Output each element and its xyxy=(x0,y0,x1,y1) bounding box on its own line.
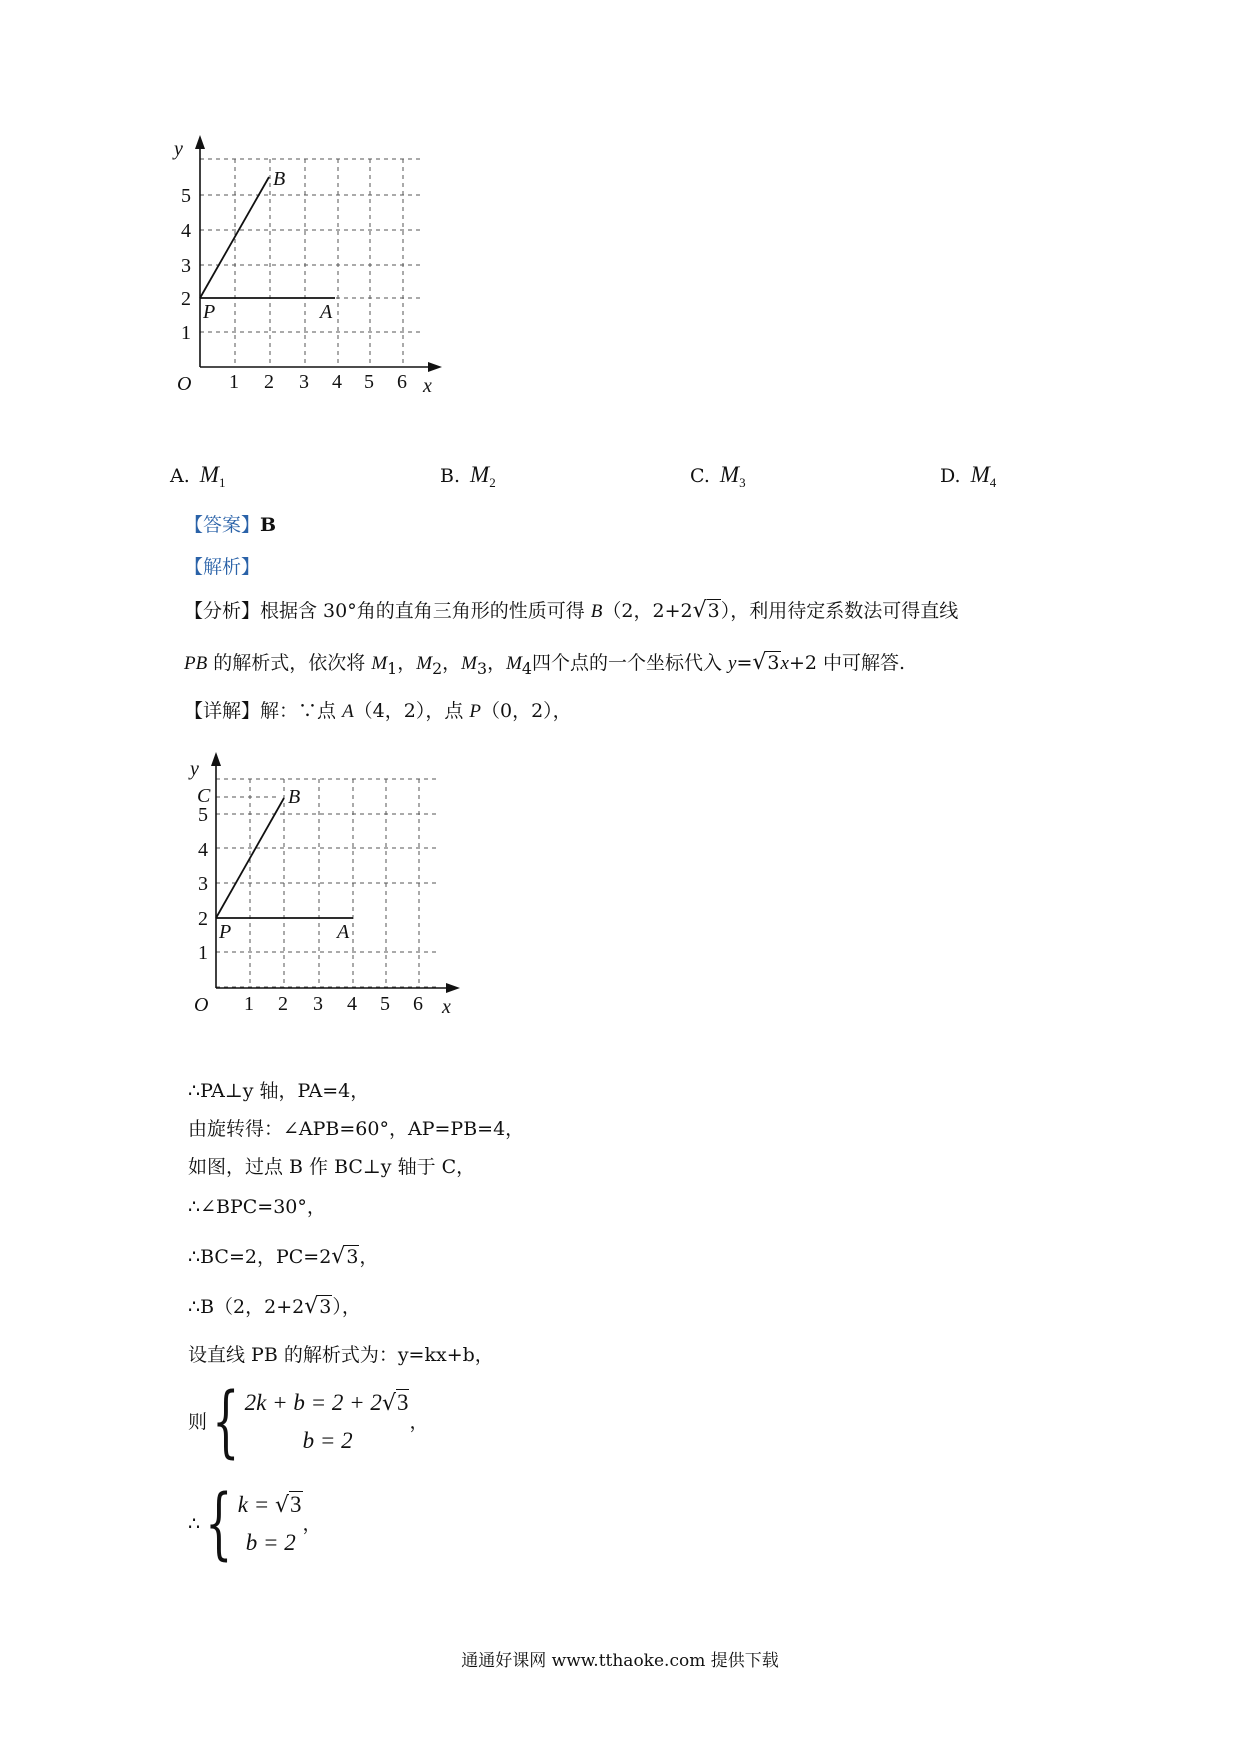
step-3: 如图，过点 B 作 BC⊥y 轴于 C， xyxy=(188,1156,476,1178)
figure-1-svg xyxy=(170,135,460,435)
y-tick: 4 xyxy=(198,839,208,861)
figure-2-axes xyxy=(216,758,452,988)
sqrt-symbol: √3 xyxy=(692,598,720,623)
step-7: 设直线 PB 的解析式为：y=kx+b， xyxy=(188,1344,494,1366)
analysis-text: +2 中可解答. xyxy=(788,652,906,674)
equations xyxy=(238,1486,303,1561)
x-tick: 2 xyxy=(278,993,288,1015)
x-tick: 3 xyxy=(313,993,323,1015)
y-axis-arrow-icon xyxy=(211,752,221,766)
analysis-tag: 【分析】 xyxy=(184,600,261,622)
sqrt-radicand: 3 xyxy=(290,1492,302,1517)
x-tick: 5 xyxy=(380,993,390,1015)
detail-text: （0，2）， xyxy=(481,700,572,722)
step-6 xyxy=(188,1294,361,1320)
analysis-line-2: PB 的解析式，依次将 $M_1$，$M_2$，$M_3$，$M_4$四个点的一个坐标代入 y=√3x+2 中可解答. xyxy=(184,650,906,678)
option-subscript: 4 xyxy=(989,475,997,490)
equation-text: b = 2 xyxy=(245,1530,296,1555)
sqrt-radicand: 3 xyxy=(767,652,780,674)
x-tick: 1 xyxy=(244,993,254,1015)
y-axis-arrow-icon xyxy=(195,135,205,149)
figure-2-svg xyxy=(190,752,470,1032)
y-tick: 5 xyxy=(181,185,191,207)
equations xyxy=(245,1384,410,1459)
y-tick: 1 xyxy=(181,322,191,344)
sqrt-symbol: √3 xyxy=(752,650,780,675)
equation-text: 2k + b = 2 + 2 xyxy=(244,1390,382,1415)
figure-2-grid xyxy=(216,779,440,988)
option-subscript: 3 xyxy=(739,475,746,490)
point-a-label: A xyxy=(320,301,333,323)
option-letter: B. xyxy=(440,465,461,487)
analysis-text: 的解析式，依次将 xyxy=(207,652,372,674)
sqrt-radicand: 3 xyxy=(396,1390,409,1415)
y-tick: 2 xyxy=(181,288,191,310)
y-tick: 2 xyxy=(198,908,208,930)
x-tick: 3 xyxy=(299,371,309,393)
option-c[interactable] xyxy=(690,462,746,491)
page-footer: 通通好课网 www.tthaoke.com 提供下载 xyxy=(461,1651,779,1671)
x-axis-arrow-icon xyxy=(428,362,442,372)
jiexi-line xyxy=(184,554,260,580)
step-text: 则 xyxy=(188,1410,208,1433)
detail-text: 解：∵点 xyxy=(260,700,343,722)
sqrt-symbol: √3 xyxy=(304,1294,332,1319)
sqrt-symbol: √3 xyxy=(381,1390,409,1416)
step-text: ， xyxy=(302,1512,322,1535)
y-var: y xyxy=(728,653,737,674)
y-tick: 5 xyxy=(198,804,208,826)
point-p-label: P xyxy=(203,301,216,323)
equation-1 xyxy=(245,1384,410,1422)
option-d[interactable] xyxy=(940,462,996,491)
x-tick: 5 xyxy=(364,371,374,393)
y-tick: 4 xyxy=(181,220,191,242)
y-tick: 3 xyxy=(198,873,208,895)
analysis-text: = xyxy=(736,652,753,674)
left-brace-icon: { xyxy=(205,1478,233,1569)
analysis-text: （2，2+2 xyxy=(602,600,693,622)
sqrt-radicand: 3 xyxy=(319,1296,332,1318)
step-5 xyxy=(188,1244,378,1270)
option-symbol: M xyxy=(719,462,740,487)
point-b-label: B xyxy=(273,168,286,190)
x-axis-arrow-icon xyxy=(446,983,460,993)
option-symbol: M xyxy=(970,462,990,487)
step-text: ∴BC=2，PC=2 xyxy=(188,1246,332,1268)
detail-tag: 【详解】 xyxy=(184,700,261,722)
point-b-ref: B xyxy=(590,601,603,622)
step-text: ， xyxy=(359,1246,379,1268)
point-b-label: B xyxy=(288,786,301,808)
option-b[interactable] xyxy=(440,462,496,491)
equation-2 xyxy=(238,1524,303,1561)
detail-text: （4，2），点 xyxy=(353,700,470,722)
step-4: ∴∠BPC=30°， xyxy=(188,1196,326,1218)
equation-system-2 xyxy=(188,1478,322,1569)
y-tick: 3 xyxy=(181,255,191,277)
analysis-text: 根据含 30°角的直角三角形的性质可得 xyxy=(260,600,591,622)
answer-value: B xyxy=(260,514,277,536)
equation-2 xyxy=(245,1422,410,1459)
option-letter: C. xyxy=(690,465,710,487)
m-symbol: M xyxy=(371,653,388,674)
figure-1-grid xyxy=(200,159,420,367)
x-tick: 6 xyxy=(397,371,407,393)
x-tick: 1 xyxy=(229,371,239,393)
option-subscript: 2 xyxy=(489,475,496,490)
x-tick: 2 xyxy=(264,371,274,393)
option-letter: D. xyxy=(940,465,961,487)
option-symbol: M xyxy=(470,462,490,487)
sqrt-symbol: √3 xyxy=(331,1244,359,1269)
option-a[interactable] xyxy=(170,462,225,491)
origin-label: O xyxy=(194,994,209,1016)
detail-line xyxy=(184,698,572,725)
figure-1 xyxy=(170,135,460,435)
step-text: ， xyxy=(409,1410,429,1433)
y-axis-label: y xyxy=(190,758,199,780)
point-a-label: A xyxy=(337,921,350,943)
x-tick: 4 xyxy=(347,993,357,1015)
origin-label: O xyxy=(177,373,192,395)
step-1: ∴PA⊥y 轴，PA=4， xyxy=(188,1080,370,1102)
x-var: x xyxy=(780,653,789,674)
step-text: ）， xyxy=(332,1296,361,1318)
y-tick: 1 xyxy=(198,942,208,964)
answer-tag: 【答案】 xyxy=(184,514,261,536)
y-axis-label: y xyxy=(174,138,183,160)
option-subscript: 1 xyxy=(218,475,226,490)
figure-1-axes xyxy=(200,140,435,367)
point-c-label: C xyxy=(197,785,211,807)
equation-text: b = 2 xyxy=(302,1428,353,1453)
analysis-line-1 xyxy=(184,598,958,625)
analysis-text: ），利用待定系数法可得直线 xyxy=(720,600,959,622)
x-axis-label: x xyxy=(423,375,432,397)
equation-system-1 xyxy=(188,1376,429,1467)
step-text: ∴B（2，2+2 xyxy=(188,1296,305,1318)
sqrt-radicand: 3 xyxy=(707,600,720,622)
option-symbol: M xyxy=(199,462,219,487)
left-brace-icon: { xyxy=(212,1376,240,1467)
option-letter: A. xyxy=(170,465,190,487)
x-tick: 4 xyxy=(332,371,342,393)
x-tick: 6 xyxy=(413,993,423,1015)
equation-text: k = xyxy=(237,1492,275,1517)
sqrt-symbol: √3 xyxy=(274,1492,302,1518)
sqrt-radicand: 3 xyxy=(346,1246,359,1268)
point-p-ref: P xyxy=(469,701,481,722)
step-text: ∴ xyxy=(188,1512,201,1535)
x-axis-label: x xyxy=(442,996,451,1018)
point-a-ref: A xyxy=(342,701,354,722)
figure-2 xyxy=(190,752,470,1032)
point-p-label: P xyxy=(219,921,232,943)
analysis-text: 四个点的一个坐标代入 xyxy=(531,652,729,674)
step-2: 由旋转得：∠APB=60°，AP=PB=4， xyxy=(188,1118,525,1140)
jiexi-tag: 【解析】 xyxy=(184,556,261,578)
line-pb-ref: PB xyxy=(184,653,208,674)
equation-1 xyxy=(238,1486,303,1524)
answer-line xyxy=(184,512,276,538)
